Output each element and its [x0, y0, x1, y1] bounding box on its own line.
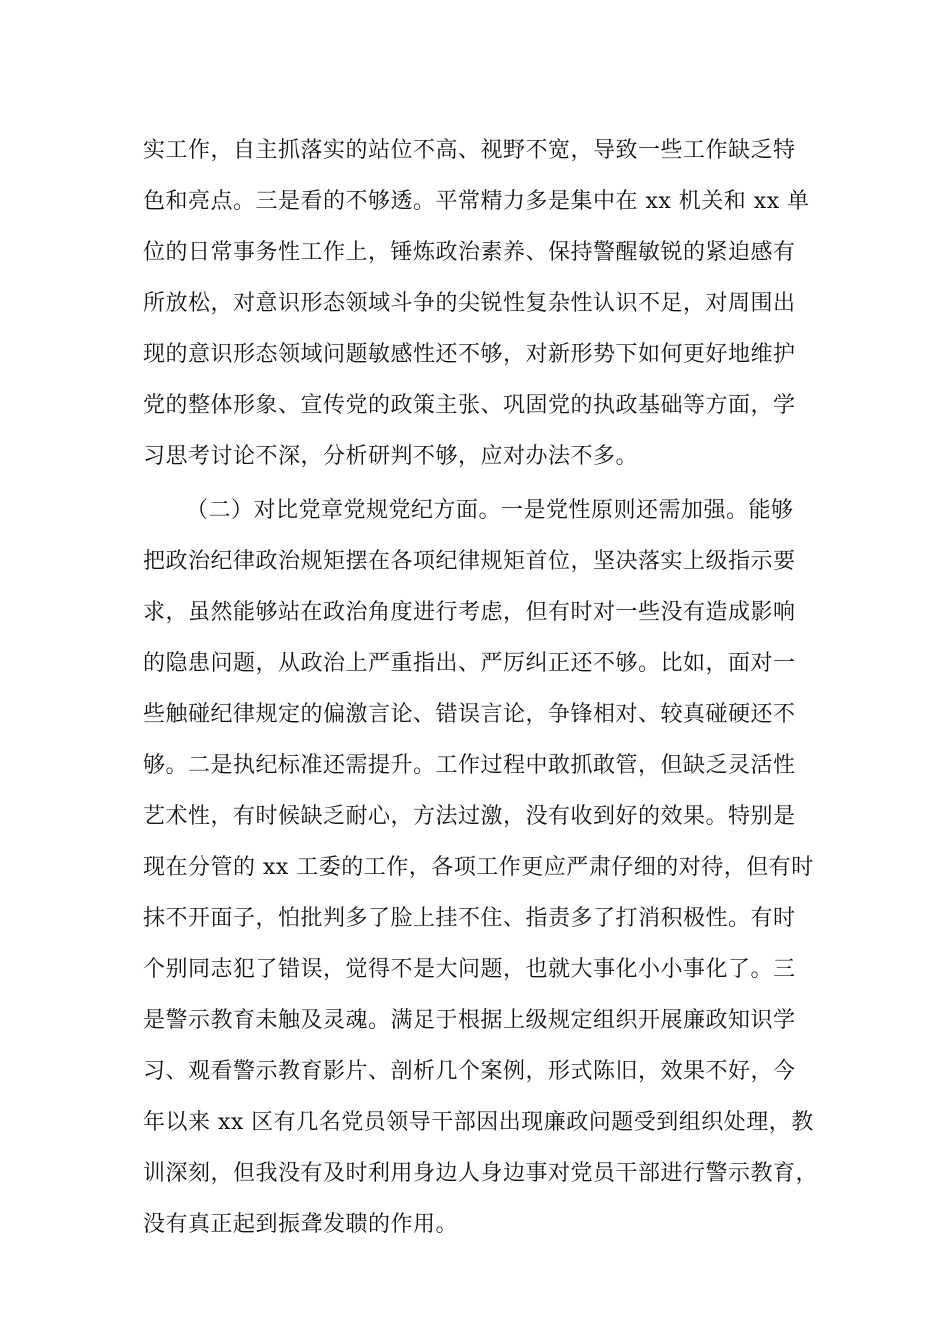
- text-line: 是警示教育未触及灵魂。满足于根据上级规定组织开展廉政知识学: [143, 1008, 796, 1033]
- text-line: 够。二是执纪标准还需提升。工作过程中敢抓敢管，但缺乏灵活性: [143, 753, 796, 778]
- text-line: 现的意识形态领域问题敏感性还不够，对新形势下如何更好地维护: [143, 342, 796, 367]
- text-line: 习、观看警示教育影片、剖析几个案例，形式陈旧，效果不好，今: [143, 1059, 796, 1084]
- text-line: 些触碰纪律规定的偏激言论、错误言论，争锋相对、较真碰硬还不: [143, 702, 796, 727]
- text-line: 现在分管的 xx 工委的工作，各项工作更应严肃仔细的对待，但有时: [143, 855, 814, 880]
- text-line: 年以来 xx 区有几名党员领导干部因出现廉政问题受到组织处理，教: [143, 1110, 814, 1135]
- text-line: 所放松，对意识形态领域斗争的尖锐性复杂性认识不足，对周围出: [143, 291, 796, 316]
- text-line: 党的整体形象、宣传党的政策主张、巩固党的执政基础等方面，学: [143, 393, 796, 418]
- text-line: 训深刻，但我没有及时利用身边人身边事对党员干部进行警示教育，: [143, 1161, 819, 1186]
- text-line: 习思考讨论不深，分析研判不够，应对办法不多。: [143, 444, 639, 469]
- text-line: 没有真正起到振聋发聩的作用。: [143, 1212, 459, 1237]
- text-line: 位的日常事务性工作上，锤炼政治素养、保持警醒敏锐的紧迫感有: [143, 240, 796, 265]
- text-line: 把政治纪律政治规矩摆在各项纪律规矩首位，坚决落实上级指示要: [143, 549, 796, 574]
- text-line: 色和亮点。三是看的不够透。平常精力多是集中在 xx 机关和 xx 单: [143, 189, 810, 214]
- text-line: 艺术性，有时候缺乏耐心，方法过激，没有收到好的效果。特别是: [143, 804, 796, 829]
- section-heading-line: （二）对比党章党规党纪方面。一是党性原则还需加强。能够: [186, 498, 794, 523]
- text-line: 求，虽然能够站在政治角度进行考虑，但有时对一些没有造成影响: [143, 600, 796, 625]
- text-line: 实工作，自主抓落实的站位不高、视野不宽，导致一些工作缺乏特: [143, 138, 796, 163]
- text-line: 的隐患问题，从政治上严重指出、严厉纠正还不够。比如，面对一: [143, 651, 796, 676]
- text-line: 个别同志犯了错误，觉得不是大问题，也就大事化小小事化了。三: [143, 957, 796, 982]
- text-line: 抹不开面子，怕批判多了脸上挂不住、指责多了打消积极性。有时: [143, 906, 796, 931]
